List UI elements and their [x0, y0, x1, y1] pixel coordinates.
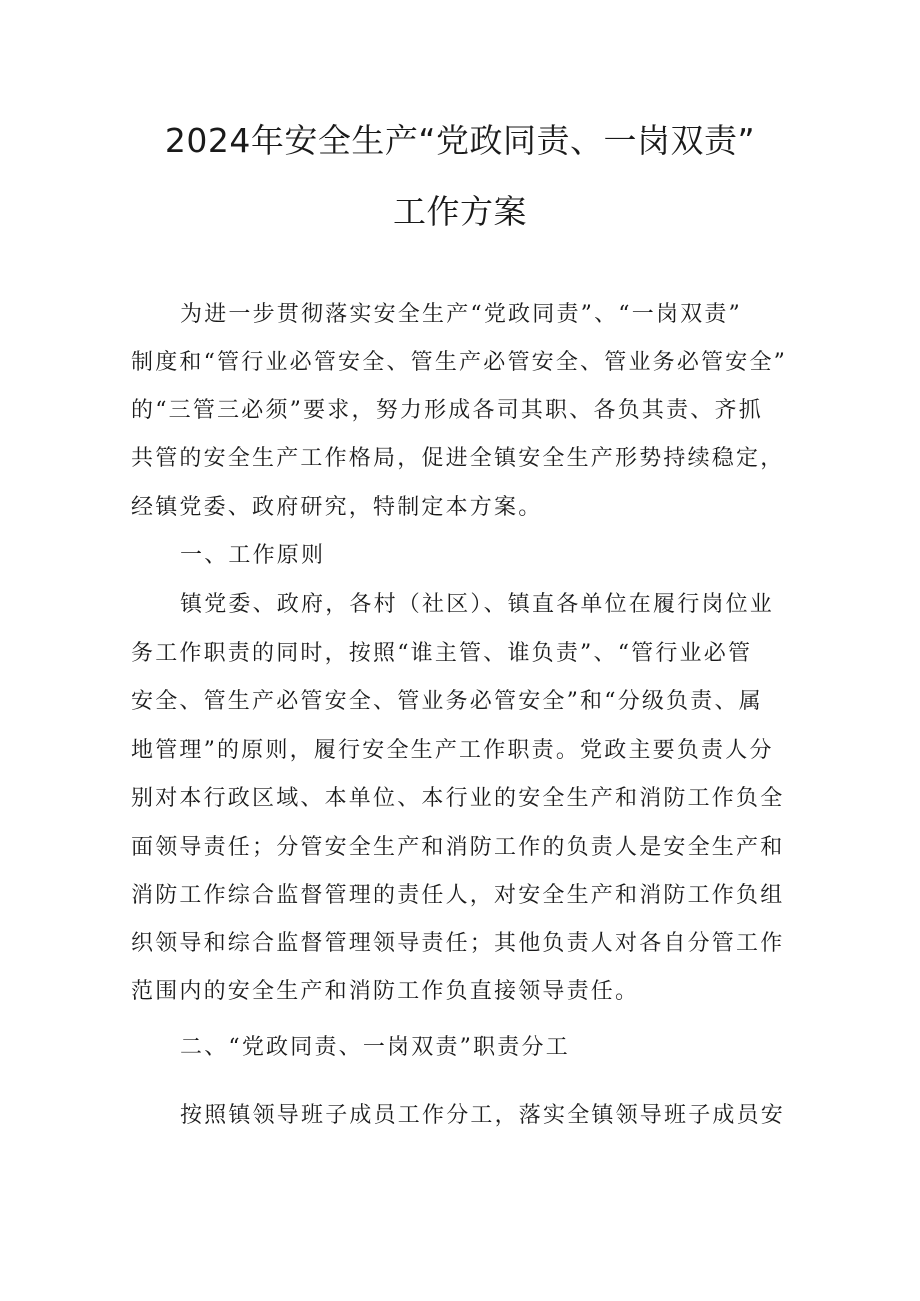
intro-line: 经镇党委、政府研究，特制定本方案。 — [131, 495, 543, 520]
principle-line: 范围内的安全生产和消防工作负直接领导责任。 — [131, 979, 640, 1004]
principle-line: 镇党委、政府，各村（社区）、镇直各单位在履行岗位业 — [180, 592, 775, 617]
section-heading-division: 二、“党政同责、一岗双责”职责分工 — [180, 1035, 570, 1060]
principle-line: 织领导和综合监督管理领导责任；其他负责人对各自分管工作 — [131, 931, 785, 956]
division-line: 按照镇领导班子成员工作分工，落实全镇领导班子成员安 — [180, 1103, 786, 1128]
document-title-line-1: 2024年安全生产“党政同责、一岗双责” — [164, 121, 756, 160]
principle-line: 安全、管生产必管安全、管业务必管安全”和“分级负责、属 — [131, 689, 763, 714]
principle-line: 消防工作综合监督管理的责任人，对安全生产和消防工作负组 — [131, 883, 785, 908]
principle-line: 地管理”的原则，履行安全生产工作职责。党政主要负责人分 — [131, 738, 774, 763]
principle-line: 务工作职责的同时，按照“谁主管、谁负责”、“管行业必管 — [131, 641, 753, 666]
intro-line: 制度和“管行业必管安全、管生产必管安全、管业务必管安全” — [131, 350, 788, 375]
intro-line: 为进一步贯彻落实安全生产“党政同责”、“一岗双责” — [180, 302, 742, 327]
principle-line: 别对本行政区域、本单位、本行业的安全生产和消防工作负全 — [131, 786, 785, 811]
section-heading-principles: 一、工作原则 — [180, 543, 326, 568]
intro-line: 共管的安全生产工作格局，促进全镇安全生产形势持续稳定， — [131, 446, 785, 471]
document-title-line-2: 工作方案 — [393, 192, 527, 231]
principle-line: 面领导责任；分管安全生产和消防工作的负责人是安全生产和 — [131, 835, 785, 860]
intro-line: 的“三管三必须”要求，努力形成各司其职、各负其责、齐抓 — [131, 398, 763, 423]
